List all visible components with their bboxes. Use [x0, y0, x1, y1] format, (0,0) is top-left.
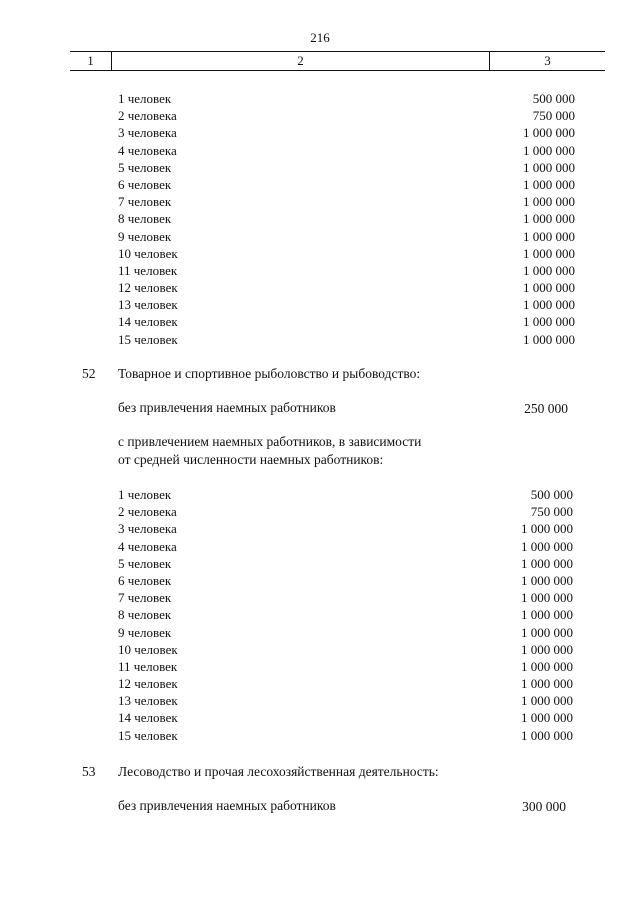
table-row — [0, 296, 640, 313]
amount-value: 1 000 000 — [521, 658, 573, 674]
employee-count-label: 9 человек — [118, 624, 172, 640]
table-row — [0, 228, 640, 245]
table-row — [0, 142, 640, 159]
without-workers-amount: 300 000 — [522, 799, 566, 814]
section-number: 53 — [82, 764, 96, 779]
amount-value: 500 000 — [530, 487, 573, 502]
without-workers-label: без привлечения наемных работников — [118, 400, 336, 415]
table-row — [0, 107, 640, 124]
table-row — [0, 279, 640, 296]
amount-value: 1 000 000 — [523, 228, 575, 244]
employee-count-label: 3 человека — [118, 521, 177, 537]
table-row — [0, 245, 640, 262]
employee-count-label: 8 человек — [118, 211, 172, 227]
column-header-3: 3 — [544, 53, 551, 68]
amount-value: 1 000 000 — [521, 676, 573, 692]
table-row — [0, 538, 640, 555]
table-row — [0, 606, 640, 623]
employee-count-label: 11 человек — [118, 658, 178, 674]
amount-value: 1 000 000 — [521, 710, 573, 726]
employee-count-label: 7 человек — [118, 194, 172, 210]
table-row — [0, 503, 640, 520]
employee-count-label: 5 человек — [118, 159, 172, 175]
employee-count-label: 14 человек — [118, 710, 178, 726]
employee-count-list-a — [0, 90, 640, 348]
amount-value: 1 000 000 — [523, 159, 575, 175]
column-header-2: 2 — [112, 52, 490, 70]
table-row — [0, 159, 640, 176]
table-row — [0, 210, 640, 227]
column-header-1: 1 — [70, 52, 112, 70]
table-row — [0, 675, 640, 692]
table-row — [0, 90, 640, 107]
amount-value: 1 000 000 — [521, 538, 573, 554]
amount-value: 1 000 000 — [521, 607, 573, 623]
employee-count-label: 8 человек — [118, 607, 172, 623]
employee-count-label: 15 человек — [118, 331, 178, 347]
amount-value: 1 000 000 — [521, 555, 573, 571]
amount-value: 1 000 000 — [521, 521, 573, 537]
employee-count-label: 5 человек — [118, 555, 172, 571]
table-row — [0, 262, 640, 279]
amount-value: 500 000 — [532, 91, 575, 106]
employee-count-label: 13 человек — [118, 297, 178, 313]
employee-count-label: 2 человека — [118, 504, 177, 520]
amount-value: 1 000 000 — [523, 245, 575, 261]
amount-value: 1 000 000 — [521, 590, 573, 606]
amount-value: 1 000 000 — [521, 693, 573, 709]
amount-value: 1 000 000 — [521, 624, 573, 640]
amount-value: 1 000 000 — [523, 142, 575, 158]
employee-count-label: 1 человек — [118, 91, 172, 106]
page-number: 216 — [310, 30, 330, 45]
table-row — [0, 572, 640, 589]
employee-count-label: 4 человека — [118, 142, 177, 158]
amount-value: 1 000 000 — [523, 125, 575, 141]
employee-count-label: 10 человек — [118, 641, 178, 657]
amount-value: 1 000 000 — [523, 314, 575, 330]
amount-value: 1 000 000 — [523, 194, 575, 210]
table-row — [0, 727, 640, 744]
employee-count-label: 15 человек — [118, 727, 178, 743]
table-row — [0, 709, 640, 726]
without-workers-label: без привлечения наемных работников — [118, 798, 336, 813]
table-row — [0, 313, 640, 330]
amount-value: 1 000 000 — [521, 641, 573, 657]
without-workers-amount: 250 000 — [524, 401, 568, 416]
employee-count-label: 3 человека — [118, 125, 177, 141]
employee-count-label: 10 человек — [118, 245, 178, 261]
employee-count-label: 1 человек — [118, 487, 172, 502]
with-workers-line-1: с привлечением наемных работников, в зависимости — [118, 434, 422, 449]
amount-value: 1 000 000 — [521, 727, 573, 743]
table-row — [0, 331, 640, 348]
amount-value: 750 000 — [530, 504, 573, 520]
table-row — [0, 641, 640, 658]
amount-value: 1 000 000 — [523, 211, 575, 227]
table-row — [0, 124, 640, 141]
table-row — [0, 555, 640, 572]
employee-count-label: 12 человек — [118, 676, 178, 692]
employee-count-label: 14 человек — [118, 314, 178, 330]
employee-count-label: 7 человек — [118, 590, 172, 606]
table-row — [0, 692, 640, 709]
table-row — [0, 176, 640, 193]
amount-value: 1 000 000 — [523, 297, 575, 313]
employee-count-label: 2 человека — [118, 108, 177, 124]
employee-count-label: 6 человек — [118, 176, 172, 192]
section-title: Лесоводство и прочая лесохозяйственная деятельность: — [118, 764, 439, 779]
amount-value: 1 000 000 — [523, 331, 575, 347]
employee-count-label: 4 человека — [118, 538, 177, 554]
amount-value: 1 000 000 — [521, 572, 573, 588]
employee-count-label: 11 человек — [118, 262, 178, 278]
employee-count-label: 9 человек — [118, 228, 172, 244]
amount-value: 1 000 000 — [523, 280, 575, 296]
section-number: 52 — [82, 366, 96, 381]
employee-count-label: 12 человек — [118, 280, 178, 296]
employee-count-label: 13 человек — [118, 693, 178, 709]
amount-value: 750 000 — [532, 108, 575, 124]
with-workers-line-2: от средней численности наемных работников: — [118, 452, 384, 467]
amount-value: 1 000 000 — [523, 176, 575, 192]
table-row — [0, 520, 640, 537]
section-title: Товарное и спортивное рыболовство и рыбоводство: — [118, 366, 421, 381]
amount-value: 1 000 000 — [523, 262, 575, 278]
table-row — [0, 658, 640, 675]
employee-count-list-b — [0, 486, 640, 744]
employee-count-label: 6 человек — [118, 572, 172, 588]
table-row — [0, 486, 640, 503]
table-row — [0, 193, 640, 210]
table-row — [0, 589, 640, 606]
table-row — [0, 624, 640, 641]
table-header — [70, 51, 605, 71]
